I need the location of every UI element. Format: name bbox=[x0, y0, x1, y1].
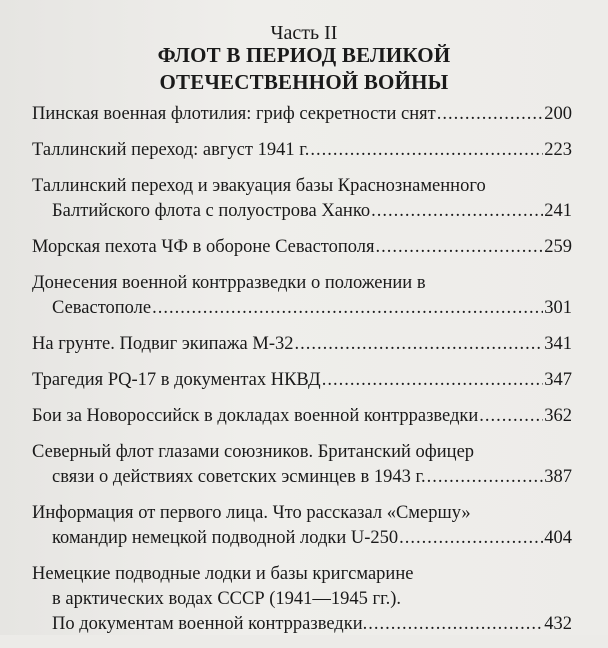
toc-entry-title: Северный флот глазами союзников. Британский офицер bbox=[32, 442, 475, 462]
toc-page-number: 404 bbox=[544, 528, 572, 548]
toc-entry bbox=[32, 404, 572, 429]
toc-leader-dots bbox=[437, 102, 544, 127]
toc-page-number: 362 bbox=[544, 406, 572, 426]
toc-entry-title: На грунте. Подвиг экипажа М-32 bbox=[32, 334, 294, 354]
toc-entry bbox=[32, 501, 572, 551]
toc-page-number: 301 bbox=[544, 298, 572, 318]
toc-entry-title: Севастополе bbox=[52, 298, 152, 318]
table-of-contents bbox=[32, 102, 572, 648]
toc-leader-dots bbox=[479, 404, 543, 429]
toc-leader-dots bbox=[427, 465, 544, 490]
toc-entry-line bbox=[32, 587, 572, 612]
toc-entry bbox=[32, 440, 572, 490]
toc-leader-dots bbox=[310, 138, 543, 163]
toc-entry-line bbox=[32, 562, 572, 587]
toc-page-number: 341 bbox=[544, 334, 572, 354]
toc-entry bbox=[32, 562, 572, 637]
toc-entry-title: Пинская военная флотилия: гриф секретности снят bbox=[32, 104, 436, 124]
toc-entry-title: Таллинский переход и эвакуация базы Краснознаменного bbox=[32, 176, 486, 196]
toc-leader-dots bbox=[295, 332, 544, 357]
toc-page-number: 432 bbox=[544, 614, 572, 634]
toc-page-number: 200 bbox=[544, 104, 572, 124]
toc-entry-line bbox=[32, 199, 572, 224]
toc-leader-dots bbox=[368, 612, 543, 637]
toc-leader-dots bbox=[399, 526, 543, 551]
toc-entry-line bbox=[32, 102, 572, 127]
toc-entry-title: Трагедия PQ-17 в документах НКВД bbox=[32, 370, 321, 390]
toc-entry bbox=[32, 138, 572, 163]
toc-entry bbox=[32, 368, 572, 393]
toc-page-number: 223 bbox=[544, 140, 572, 160]
toc-entry-line bbox=[32, 404, 572, 429]
toc-entry-title: Таллинский переход: август 1941 г. bbox=[32, 140, 310, 160]
toc-leader-dots bbox=[322, 368, 544, 393]
toc-page-number: 387 bbox=[544, 467, 572, 487]
toc-entry-line bbox=[32, 612, 572, 637]
toc-page-number: 241 bbox=[544, 201, 572, 221]
toc-entry-line bbox=[32, 174, 572, 199]
toc-entry-line bbox=[32, 368, 572, 393]
toc-entry bbox=[32, 102, 572, 127]
toc-entry-line bbox=[32, 465, 572, 490]
part-label: Часть II bbox=[270, 22, 338, 44]
part-title-line-2: ОТЕЧЕСТВЕННОЙ ВОЙНЫ bbox=[159, 70, 449, 94]
toc-entry bbox=[32, 332, 572, 357]
toc-entry-line bbox=[32, 235, 572, 260]
toc-leader-dots bbox=[371, 199, 543, 224]
toc-leader-dots bbox=[152, 296, 543, 321]
toc-entry-title: Немецкие подводные лодки и базы кригсмарине bbox=[32, 564, 414, 584]
toc-entry-title: Донесения военной контрразведки о положении в bbox=[32, 273, 426, 293]
toc-entry-title: связи о действиях советских эсминцев в 1943 г. bbox=[52, 467, 426, 487]
toc-entry-title: По документам военной контрразведки. bbox=[52, 614, 368, 634]
toc-entry-title: Бои за Новороссийск в докладах военной контрразведки bbox=[32, 406, 479, 426]
toc-entry-title: командир немецкой подводной лодки U-250 bbox=[52, 528, 399, 548]
part-title-line-1: ФЛОТ В ПЕРИОД ВЕЛИКОЙ bbox=[157, 43, 451, 67]
toc-page-number: 259 bbox=[544, 237, 572, 257]
toc-entry-line bbox=[32, 332, 572, 357]
toc-entry-line bbox=[32, 138, 572, 163]
toc-leader-dots bbox=[376, 235, 544, 260]
toc-entry bbox=[32, 174, 572, 224]
toc-entry-line bbox=[32, 271, 572, 296]
toc-entry-title: в арктических водах СССР (1941—1945 гг.). bbox=[52, 589, 402, 609]
toc-entry-line bbox=[32, 296, 572, 321]
toc-entry-line bbox=[32, 440, 572, 465]
toc-entry-title: Балтийского флота с полуострова Ханко bbox=[52, 201, 371, 221]
toc-entry-line bbox=[32, 501, 572, 526]
toc-entry bbox=[32, 271, 572, 321]
part-title bbox=[0, 42, 608, 96]
toc-entry-title: Информация от первого лица. Что рассказал «Смершу» bbox=[32, 503, 471, 523]
toc-entry bbox=[32, 235, 572, 260]
toc-entry-line bbox=[32, 526, 572, 551]
toc-page-number: 347 bbox=[544, 370, 572, 390]
toc-entry-title: Морская пехота ЧФ в обороне Севастополя bbox=[32, 237, 375, 257]
